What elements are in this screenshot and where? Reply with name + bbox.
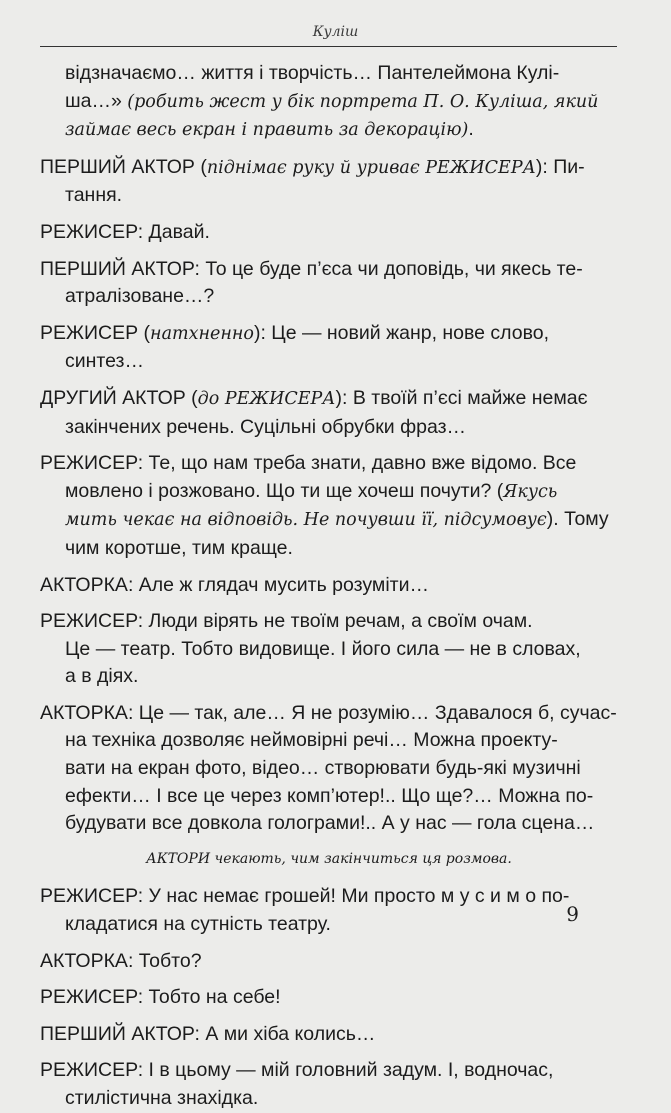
text-line: стилістична знахідка. [65, 1087, 259, 1109]
text-line [40, 478, 618, 507]
text-line: РЕЖИСЕР: І в цьому — мій головний задум. І, водночас, [40, 1059, 554, 1082]
text-line: АКТОРКА: Тобто? [40, 949, 202, 972]
text-line: синтез… [65, 350, 144, 373]
spacer [40, 563, 618, 572]
spacer [40, 311, 618, 320]
stage-direction-centered: АКТОРИ чекають, чим закінчиться ця розмова. [146, 850, 512, 867]
text-line [40, 116, 618, 145]
text-line: відзначаємо… життя і творчість… Пантелеймона Кулі- [65, 62, 560, 84]
spacer [40, 247, 618, 256]
text-line: РЕЖИСЕР: Тобто на себе! [40, 986, 281, 1009]
play-text [40, 60, 618, 1113]
text-line: АКТОРКА: Це — так, але… Я не розумію… Здавалося б, сучас- [40, 701, 617, 724]
text-line: ПЕРШИЙ АКТОР: А ми хіба колись… [40, 1022, 376, 1045]
spacer [40, 939, 618, 948]
text-span: мовлено і розжовано. Що ти ще хочеш почути? ( [65, 479, 504, 502]
text-span: ДРУГИЙ АКТОР ( [40, 386, 198, 409]
text-span: ): Пи- [535, 155, 585, 178]
spacer [40, 210, 618, 219]
text-line: чим коротше, тим краще. [65, 536, 293, 559]
text-line: будувати все довкола голограми!.. А у нас — гола сцена… [65, 812, 595, 835]
text-line [40, 154, 618, 183]
text-line: АКТОРКА: Але ж глядач мусить розуміти… [40, 573, 429, 596]
text-line: РЕЖИСЕР: Те, що нам треба знати, давно вже відомо. Все [40, 452, 577, 475]
text-line [40, 506, 618, 535]
text-span: ). Тому [546, 508, 609, 531]
stage-direction: займає весь екран і править за декорацію) [65, 120, 469, 141]
text-line: кладатися на сутність театру. [65, 913, 331, 936]
text-span: ПЕРШИЙ АКТОР ( [40, 155, 207, 178]
stage-direction: Якусь [503, 481, 558, 502]
text-line: вати на екран фото, відео… створювати будь-які музичні [65, 757, 581, 780]
stage-direction: (робить жест у бік портрета П. О. Куліша, який [127, 91, 599, 112]
stage-direction: натхненно [150, 323, 254, 344]
spacer [40, 441, 618, 450]
text-line: на техніка дозволяє неймовірні речі… Можна проекту- [65, 729, 558, 752]
stage-direction: піднімає руку й уриває РЕЖИСЕРА [206, 157, 536, 178]
spacer [40, 599, 618, 608]
text-line: тання. [65, 184, 123, 207]
spacer [40, 975, 618, 984]
text-span: ша…» [65, 89, 128, 112]
stage-direction: до РЕЖИСЕРА [197, 388, 336, 409]
text-span: РЕЖИСЕР ( [40, 321, 151, 344]
header-rule [40, 46, 617, 47]
text-line: закінчених речень. Суцільні обрубки фраз… [65, 415, 467, 438]
spacer [40, 376, 618, 385]
text-line [40, 385, 618, 414]
stage-direction: мить чекає на відповідь. Не почувши її, підсумовує [65, 510, 547, 531]
text-span: . [468, 118, 474, 141]
spacer [40, 1012, 618, 1021]
text-line: Це — театр. Тобто видовище. І його сила — не в словах, [65, 637, 581, 660]
text-line: РЕЖИСЕР: У нас немає грошей! Ми просто м у с и м о по- [40, 885, 570, 908]
text-line: ефекти… І все це через комп’ютер!.. Що ще?… Можна по- [65, 784, 594, 807]
text-line [40, 88, 618, 117]
text-line: а в діях. [65, 665, 139, 688]
spacer [40, 1048, 618, 1057]
spacer [40, 145, 618, 154]
spacer [40, 691, 618, 700]
text-line: РЕЖИСЕР: Люди вірять не твоїм речам, а своїм очам. [40, 610, 533, 633]
running-header: Куліш [312, 24, 359, 40]
text-span: ): Це — новий жанр, нове слово, [253, 321, 550, 344]
text-line [40, 320, 618, 349]
text-line: ПЕРШИЙ АКТОР: То це буде п’єса чи доповідь, чи якесь те- [40, 257, 583, 280]
text-span: ): В твоїй п’єсі майже немає [335, 386, 588, 409]
text-line: атралізоване…? [65, 285, 215, 308]
text-line: РЕЖИСЕР: Давай. [40, 220, 210, 243]
page-number: 9 [566, 902, 579, 926]
